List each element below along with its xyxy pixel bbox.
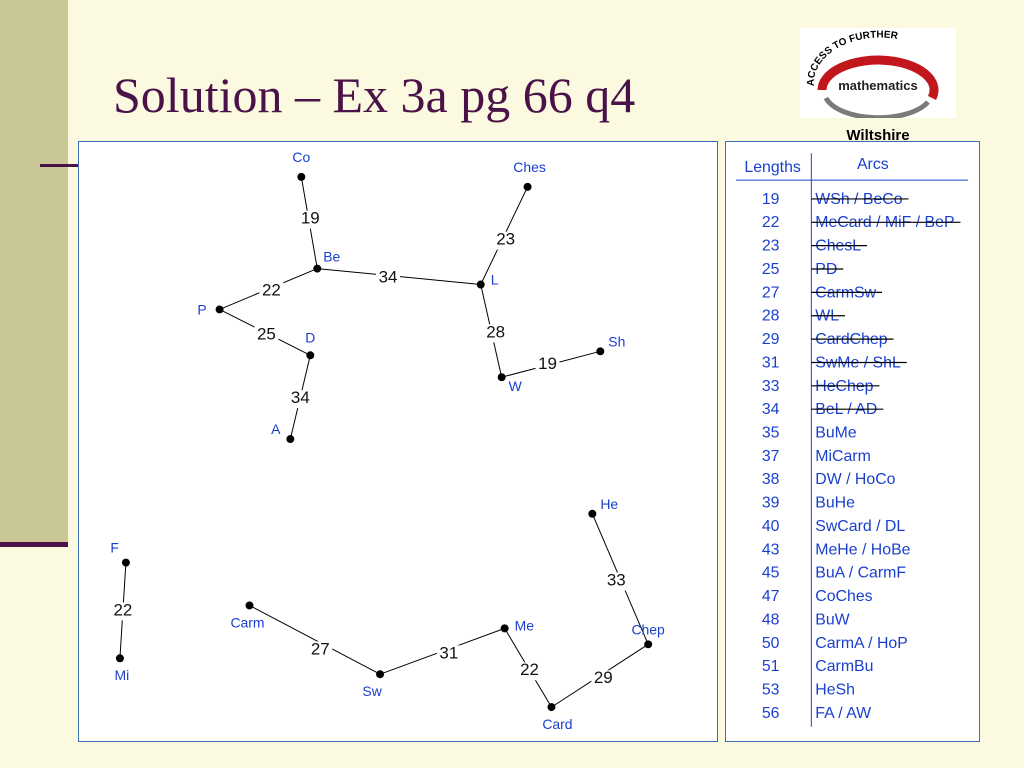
table-row bbox=[762, 284, 882, 301]
row-arcs: DW / HoCo bbox=[815, 471, 896, 489]
node-label-chep: Chep bbox=[631, 621, 665, 638]
logo-arc-text: ACCESS TO FURTHER bbox=[805, 29, 899, 87]
row-length: 23 bbox=[761, 237, 780, 255]
node-mi bbox=[116, 654, 124, 662]
row-arcs: HeChep bbox=[815, 377, 874, 395]
row-length: 37 bbox=[761, 447, 780, 465]
node-label-me: Me bbox=[514, 617, 534, 634]
row-length: 34 bbox=[761, 401, 780, 419]
table-row bbox=[762, 401, 883, 418]
row-arcs: WL bbox=[815, 307, 840, 325]
node-l bbox=[477, 281, 485, 289]
edge-weight-l-w: 28 bbox=[486, 322, 506, 342]
row-arcs: BuHe bbox=[815, 494, 855, 512]
table-row bbox=[762, 541, 911, 558]
row-length: 50 bbox=[761, 634, 780, 652]
table-row bbox=[762, 495, 855, 512]
row-arcs: HeSh bbox=[815, 681, 855, 699]
node-p bbox=[216, 305, 224, 313]
row-arcs: CarmBu bbox=[815, 658, 874, 676]
table-row bbox=[762, 635, 908, 652]
table-row bbox=[762, 354, 907, 371]
table-row bbox=[762, 238, 867, 255]
spanning-forest-diagram bbox=[78, 141, 718, 742]
row-arcs: BuW bbox=[815, 611, 850, 629]
arc-lengths-table bbox=[725, 141, 980, 742]
node-ches bbox=[524, 183, 532, 191]
edge-weight-be-p: 22 bbox=[262, 280, 281, 300]
node-sw bbox=[376, 670, 384, 678]
node-label-w: W bbox=[508, 378, 522, 395]
row-arcs: CoChes bbox=[815, 588, 873, 606]
edge-weight-be-l: 34 bbox=[378, 267, 398, 287]
row-arcs: CarmA / HoP bbox=[815, 634, 908, 652]
table-row bbox=[762, 425, 857, 442]
slide-title: Solution – Ex 3a pg 66 q4 bbox=[113, 67, 636, 123]
table-row bbox=[762, 378, 880, 395]
row-arcs: SwCard / DL bbox=[815, 517, 906, 535]
node-label-p: P bbox=[197, 301, 207, 318]
row-arcs: MiCarm bbox=[815, 447, 871, 465]
row-length: 45 bbox=[761, 564, 780, 582]
table-row bbox=[762, 448, 871, 465]
node-label-l: L bbox=[490, 271, 499, 288]
arcs-header: Arcs bbox=[856, 156, 889, 174]
node-me bbox=[501, 624, 509, 632]
table-row bbox=[762, 261, 843, 278]
row-length: 35 bbox=[761, 424, 780, 442]
node-be bbox=[313, 265, 321, 273]
access-maths-logo bbox=[800, 28, 956, 118]
table-row bbox=[762, 331, 894, 348]
table-row bbox=[762, 214, 961, 231]
table-row bbox=[762, 705, 871, 722]
node-d bbox=[306, 351, 314, 359]
row-arcs: ChesL bbox=[815, 237, 862, 255]
row-length: 33 bbox=[761, 377, 780, 395]
row-length: 39 bbox=[761, 494, 780, 512]
edge-weight-p-d: 25 bbox=[257, 324, 276, 344]
row-length: 27 bbox=[761, 284, 780, 302]
edge-weight-carm-sw: 27 bbox=[310, 639, 330, 659]
node-label-co: Co bbox=[292, 148, 311, 165]
edge-weight-card-chep: 29 bbox=[593, 668, 613, 688]
row-length: 28 bbox=[761, 307, 780, 325]
row-length: 53 bbox=[761, 681, 780, 699]
table-row bbox=[762, 658, 874, 675]
node-card bbox=[548, 703, 556, 711]
row-arcs: BuA / CarmF bbox=[815, 564, 907, 582]
edge-weight-l-ches: 23 bbox=[496, 229, 516, 249]
node-label-sh: Sh bbox=[608, 333, 626, 350]
node-f bbox=[122, 559, 130, 567]
row-arcs: CarmSw bbox=[815, 284, 877, 302]
lengths-header: Lengths bbox=[744, 159, 801, 177]
node-label-sw: Sw bbox=[362, 683, 382, 700]
edge-weight-co-be: 19 bbox=[300, 208, 320, 228]
row-arcs: SwMe / ShL bbox=[815, 354, 901, 372]
node-a bbox=[286, 435, 294, 443]
node-chep bbox=[644, 640, 652, 648]
row-length: 47 bbox=[761, 588, 780, 606]
decorative-bar-rule bbox=[0, 542, 68, 547]
row-length: 22 bbox=[761, 214, 780, 232]
node-label-a: A bbox=[271, 421, 281, 438]
row-arcs: MeHe / HoBe bbox=[815, 541, 911, 559]
row-length: 38 bbox=[761, 471, 780, 489]
row-arcs: BuMe bbox=[815, 424, 857, 442]
table-row bbox=[762, 611, 850, 628]
node-label-he: He bbox=[600, 495, 619, 512]
row-arcs: CardChep bbox=[815, 331, 888, 349]
row-length: 40 bbox=[761, 517, 780, 535]
edge-weight-w-sh: 19 bbox=[538, 354, 557, 374]
node-label-d: D bbox=[305, 329, 316, 346]
node-label-be: Be bbox=[323, 248, 341, 265]
title-rule bbox=[40, 164, 80, 167]
node-he bbox=[588, 510, 596, 518]
node-label-card: Card bbox=[542, 716, 573, 733]
table-row bbox=[762, 682, 855, 699]
edge-weight-chep-he: 33 bbox=[606, 570, 626, 590]
logo-word: mathematics bbox=[838, 78, 918, 93]
table-row bbox=[762, 191, 909, 208]
row-arcs: WSh / BeCo bbox=[815, 190, 903, 208]
row-arcs: MeCard / MiF / BeP bbox=[815, 214, 955, 232]
node-sh bbox=[596, 347, 604, 355]
node-label-carm: Carm bbox=[230, 614, 265, 631]
table-row bbox=[762, 518, 906, 535]
table-row bbox=[762, 308, 845, 325]
row-length: 43 bbox=[761, 541, 780, 559]
edge-weight-me-card: 22 bbox=[520, 660, 539, 680]
node-label-ches: Ches bbox=[513, 158, 546, 175]
row-length: 19 bbox=[761, 190, 780, 208]
logo-caption: Wiltshire bbox=[846, 127, 910, 144]
row-length: 29 bbox=[761, 331, 780, 349]
node-label-f: F bbox=[110, 539, 119, 556]
node-label-mi: Mi bbox=[114, 667, 130, 684]
row-length: 51 bbox=[761, 658, 780, 676]
row-length: 48 bbox=[761, 611, 780, 629]
row-arcs: PD bbox=[815, 260, 838, 278]
edge-weight-sw-me: 31 bbox=[439, 643, 459, 663]
row-length: 56 bbox=[761, 704, 780, 722]
row-arcs: BeL / AD bbox=[815, 401, 878, 419]
decorative-left-bar bbox=[0, 0, 68, 545]
row-arcs: FA / AW bbox=[815, 704, 872, 722]
table-row bbox=[762, 588, 873, 605]
edge-weight-f-mi: 22 bbox=[113, 600, 133, 620]
table-row bbox=[762, 565, 907, 582]
node-co bbox=[297, 173, 305, 181]
row-length: 25 bbox=[761, 260, 780, 278]
row-length: 31 bbox=[761, 354, 780, 372]
edge-weight-d-a: 34 bbox=[290, 388, 310, 408]
table-row bbox=[762, 471, 896, 488]
node-w bbox=[498, 373, 506, 381]
node-carm bbox=[246, 601, 254, 609]
